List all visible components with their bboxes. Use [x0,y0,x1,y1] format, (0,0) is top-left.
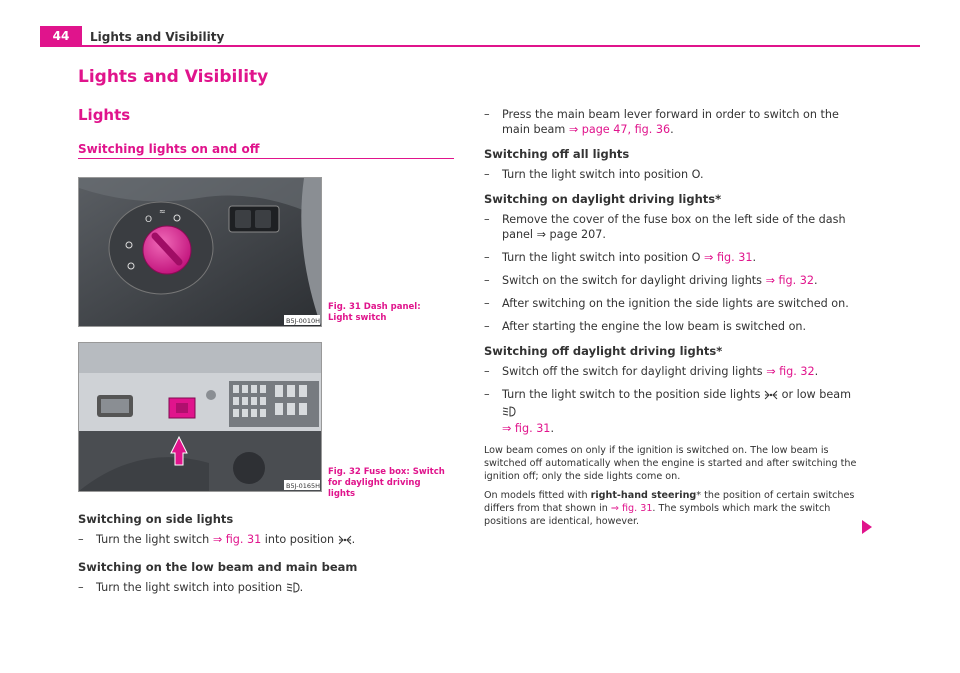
fig-link[interactable]: ⇒ fig. 32 [766,365,815,378]
right-text-block [484,107,860,528]
next-page-arrow-icon[interactable] [862,520,872,534]
step-low-main: – Turn the light switch into position . [78,580,454,597]
figure-caption: Fig. 32 Fuse box: Switch for daylight driving lights [328,467,445,499]
subheading-off-all: Switching off all lights [484,147,630,161]
header-rule [40,45,920,47]
step-drl-off-2: – Turn the light switch to the position side lights or low beam ⇒ fig. 31. [484,387,860,436]
low-beam-icon [502,406,516,421]
subheading-low-main: Switching on the low beam and main beam [78,560,358,574]
step-drl-on-4: – After switching on the ignition the side lights are switched on. [484,296,860,311]
figure-code: B5J-0010H [286,317,321,325]
fig-link[interactable]: ⇒ fig. 31 [212,533,262,546]
step-drl-on-2: – Turn the light switch into position O ⇒ fig. 31. [484,250,860,265]
low-beam-icon [286,582,300,597]
step-off-all: – Turn the light switch into position O. [484,167,860,182]
figure-fuse-box [78,342,322,492]
figure-light-switch [78,177,322,327]
subheading-side-lights: Switching on side lights [78,512,234,526]
step-drl-on-1: – Remove the cover of the fuse box on the left side of the dash panel ⇒ page 207. [484,212,860,242]
figure-caption: Fig. 31 Dash panel: Light switch [328,302,421,323]
note-low-beam: Low beam comes on only if the ignition is switched on. The low beam is switched off automatically when the engine is started and after switching the ignition off; only the side lights come on. [484,445,857,482]
page-link[interactable]: ⇒ page 47, fig. 36 [568,123,671,136]
topic-rule [78,158,454,159]
step-drl-off-1: – Switch off the switch for daylight driving lights ⇒ fig. 32. [484,364,860,379]
step-main-beam: – Press the main beam lever forward in order to switch on the main beam ⇒ page 47, fig. 36. [484,107,860,137]
svg-text:≈: ≈ [159,207,166,216]
fig-link[interactable]: ⇒ fig. 31 [704,251,753,264]
left-text-block [78,512,454,597]
step-side-lights: – Turn the light switch ⇒ fig. 31 into position . [78,532,454,549]
switch-label-off: O [145,215,153,225]
step-drl-on-3: – Switch on the switch for daylight driving lights ⇒ fig. 32. [484,273,860,288]
step-drl-on-5: – After starting the engine the low beam is switched on. [484,319,860,334]
side-lights-icon [764,389,778,404]
subheading-drl-off: Switching off daylight driving lights* [484,344,723,358]
fig-link[interactable]: ⇒ fig. 31 [502,422,551,435]
side-lights-icon [338,534,352,549]
section-title: Lights [78,106,131,124]
chapter-title: Lights and Visibility [78,67,269,87]
note-right-hand-steering: On models fitted with right-hand steering* the position of certain switches differs from that shown in ⇒ fig. 31. The symbols which mark the switch positions are identical, however. [484,490,855,527]
subheading-drl-on: Switching on daylight driving lights* [484,192,722,206]
topic-title: Switching lights on and off [78,142,260,156]
fig-link[interactable]: ⇒ fig. 31 [610,503,653,514]
figure-code: B5J-0165H [286,482,321,490]
running-header: Lights and Visibility [90,30,225,44]
fig-link[interactable]: ⇒ fig. 32 [765,274,814,287]
page-number: 44 [40,26,82,46]
